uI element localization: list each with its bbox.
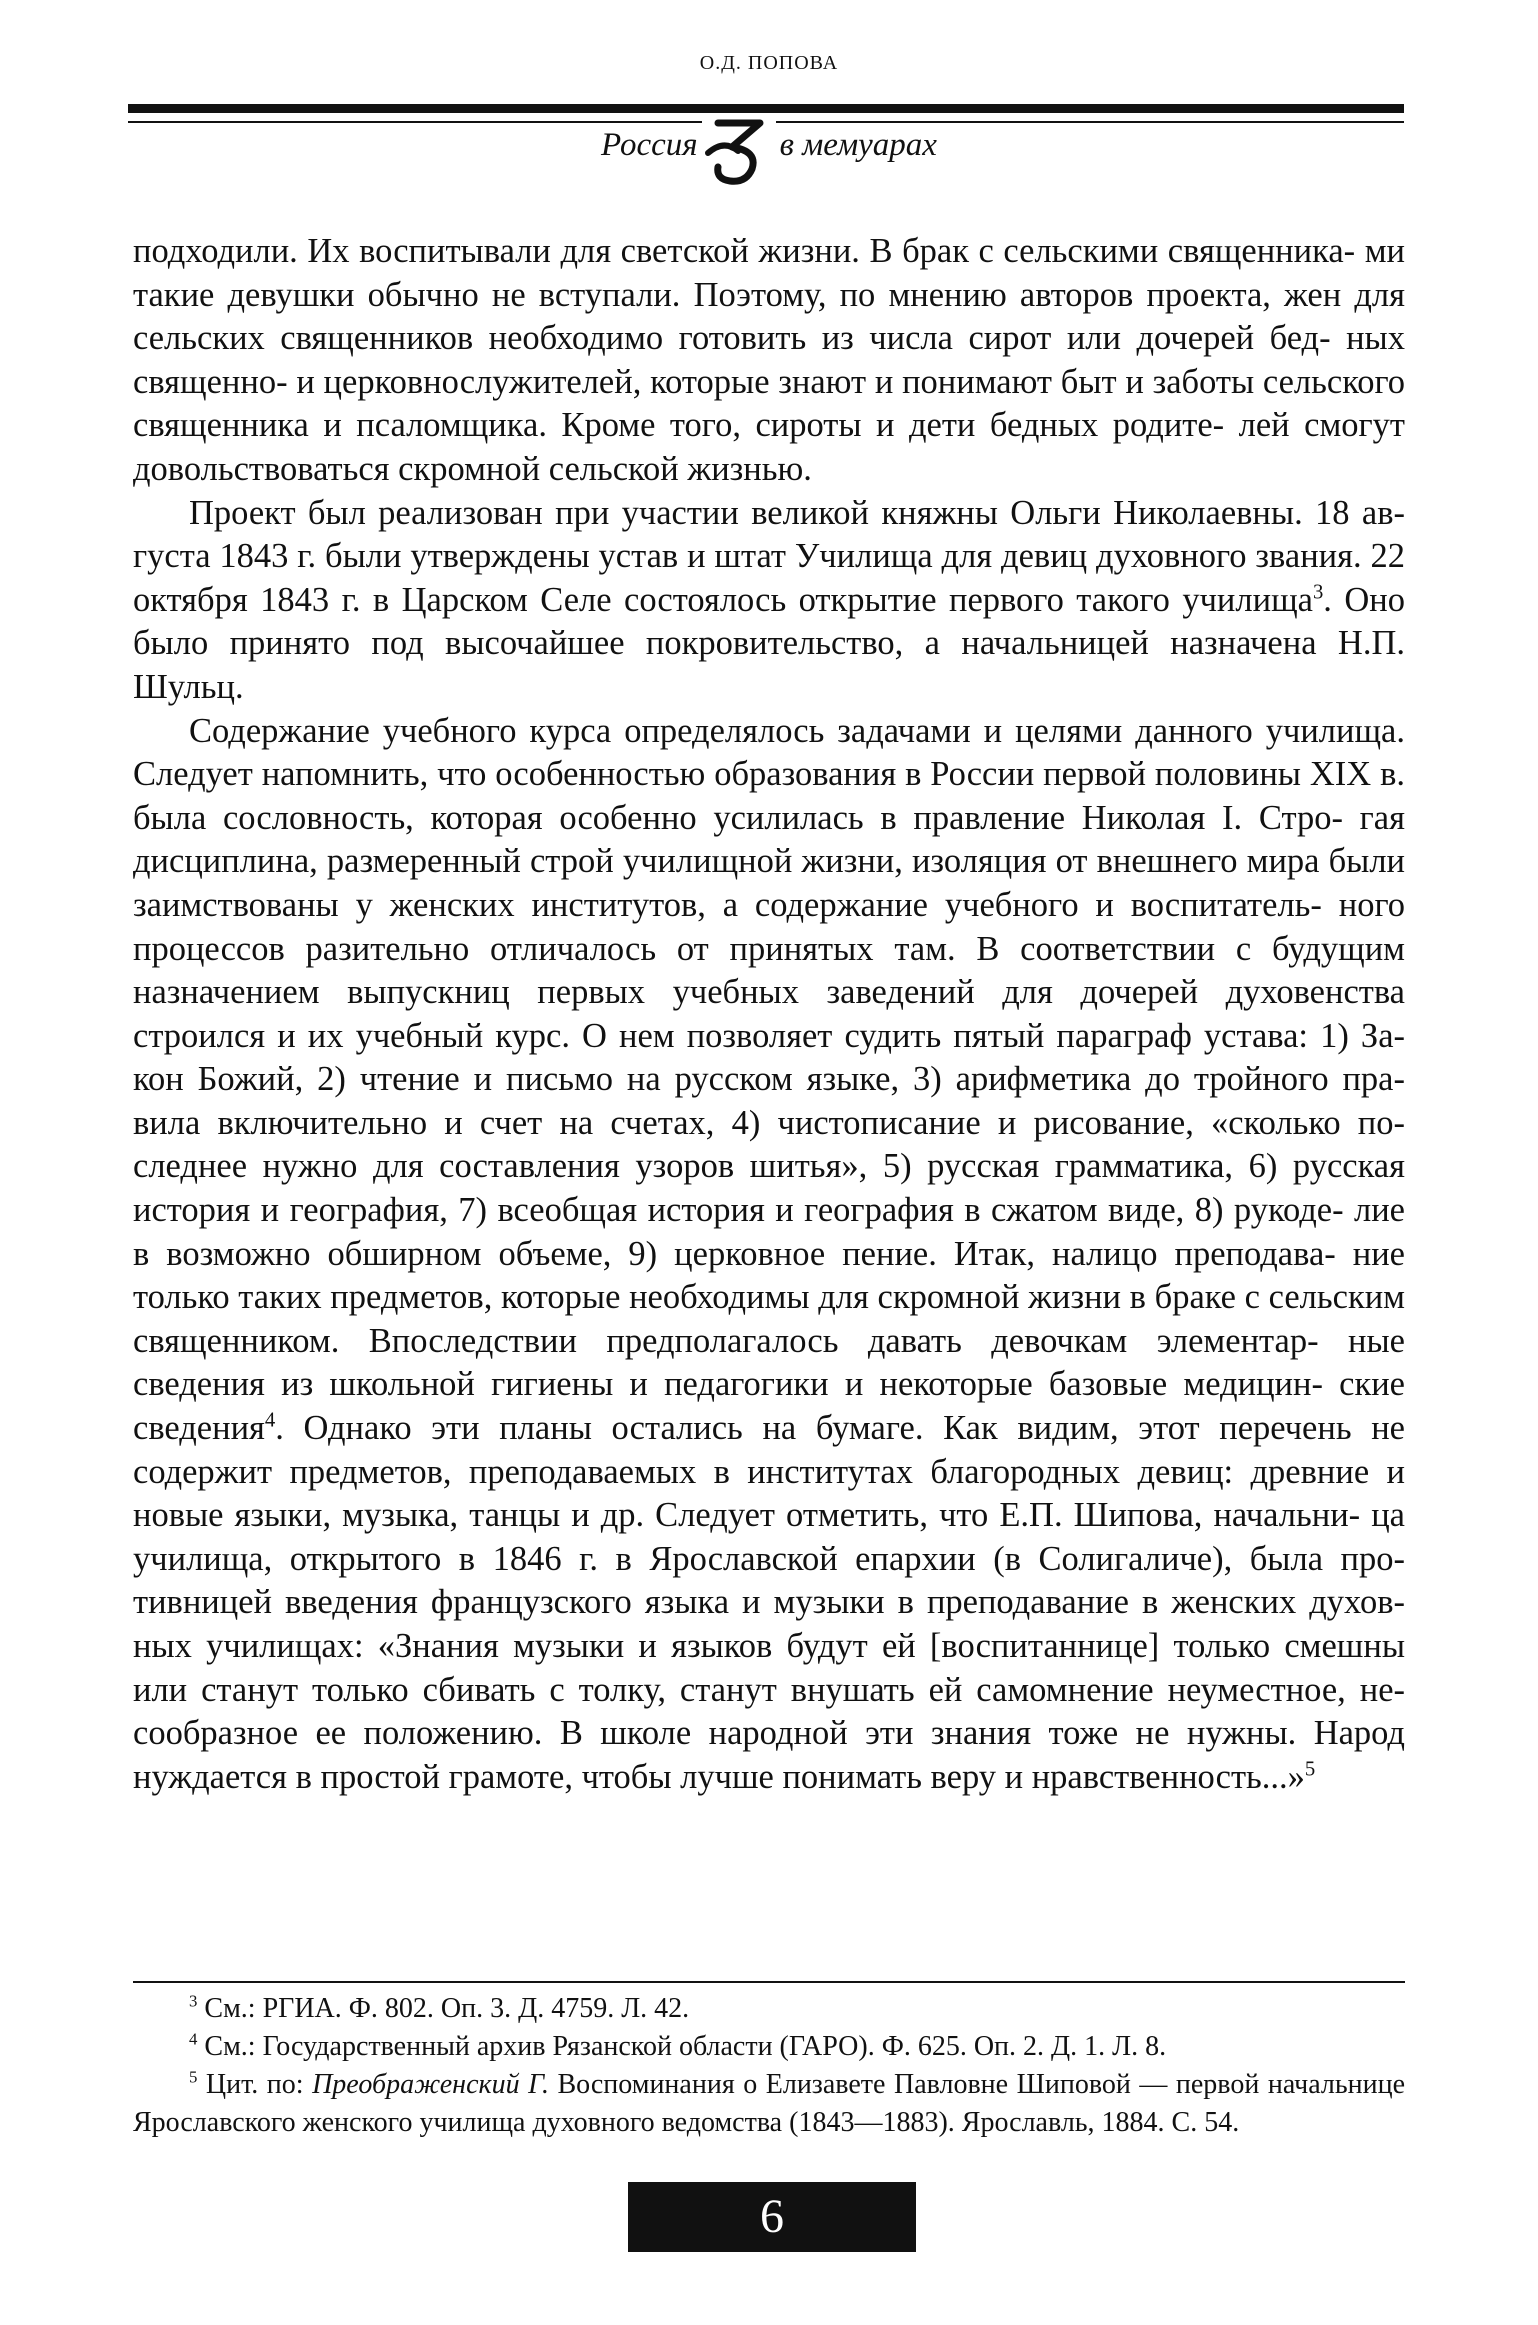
paragraph-2 bbox=[133, 492, 1405, 710]
series-title-left: Россия bbox=[597, 123, 702, 167]
series-title bbox=[0, 123, 1538, 193]
footnotes bbox=[133, 1990, 1405, 2142]
paragraph-2-text: Проект был реализован при участии великой княжны Ольги Николаевны. 18 ав- густа 1843 г. были утверждены устав и штат Училища для девиц духовного звания. 22 октября 1843 г. в Царском Селе состоялось открытие первого такого училища bbox=[133, 493, 1405, 619]
footnote-3-mark: 3 bbox=[189, 1991, 198, 2011]
footnote-ref-5: 5 bbox=[1304, 1758, 1316, 1781]
footnote-ref-4: 4 bbox=[264, 1409, 276, 1432]
footnote-ref-3: 3 bbox=[1312, 581, 1324, 604]
paragraph-1: подходили. Их воспитывали для светской жизни. В брак с сельскими священника- ми такие девушки обычно не вступали. Поэтому, по мнению авторов проекта, жен для сельских священников необходимо готовить из числа сирот или дочерей бед- ных священно- и церковнослужителей, которые знают и понимают быт и заботы сельского священника и псаломщика. Кроме того, сироты и дети бедных родите- лей смогут довольствоваться скромной сельской жизнью. bbox=[133, 232, 1405, 488]
footnote-5-mark: 5 bbox=[189, 2067, 198, 2087]
running-head-author: О.Д. ПОПОВА bbox=[699, 52, 839, 74]
footnote-5-text: Воспоминания о Елизавете Павловне Шиповой — первой начальнице Ярославского женского училища духовного ведомства (1843—1883). Ярославль, 1884. С. 54. bbox=[133, 2069, 1406, 2138]
footnote-4-text: См.: Государственный архив Рязанской области (ГАРО). Ф. 625. Оп. 2. Д. 1. Л. 8. bbox=[204, 2031, 1167, 2062]
series-logo-icon bbox=[702, 117, 776, 187]
header-rule-thick bbox=[128, 104, 1404, 113]
paragraph-3-text: Содержание учебного курса определялось задачами и целями данного училища. Следует напомнить, что особенностью образования в России первой половины XIX в. была сословность, которая особенно усилилась в правление Николая I. Стро- гая дисциплина, размеренный строй училищной жизни, изоляция от внешнего мира были заимствованы у женских институтов, а содержание учебного и воспитатель- ного процессов разительно отличалось от принятых там. В соответствии с будущим назначением выпускниц первых учебных заведений для дочерей духовенства строился и их учебный курс. О нем позволяет судить пятый параграф устава: 1) За- кон Божий, 2) чтение и письмо на русском языке, 3) арифметика до тройного пра- вила включительно и счет на счетах, 4) чистописание и рисование, «сколько по- следнее нужно для составления узоров шитья», 5) русская грамматика, 6) русская история и география, 7) всеобщая история и география в сжатом виде, 8) рукоде- лие в возможно обширном объеме, 9) церковное пение. Итак, налицо преподава- ние только таких предметов, которые необходимы для скромной жизни в браке с сельским священником. Впоследствии предполагалось давать девочкам элементар- ные сведения из школьной гигиены и педагогики и некоторые базовые медицин- ские сведения bbox=[133, 711, 1405, 1448]
main-text bbox=[133, 230, 1405, 1799]
paragraph-2-tail: . Оно было принято под высочайшее покровительство, а начальницей назначена Н.П. Шульц. bbox=[133, 580, 1405, 706]
footnote-5-author: Преображенский Г. bbox=[312, 2069, 549, 2100]
footnote-3 bbox=[133, 1990, 1405, 2028]
series-title-right: в мемуарах bbox=[776, 123, 941, 167]
footnote-4-mark: 4 bbox=[189, 2029, 198, 2049]
paragraph-3 bbox=[133, 710, 1405, 1800]
footnote-rule bbox=[133, 1981, 1405, 1983]
footnote-5 bbox=[133, 2066, 1405, 2142]
paragraph-3-tail: . Однако эти планы остались на бумаге. Как видим, этот перечень не содержит предметов, преподаваемых в институтах благородных девиц: древние и новые языки, музыка, танцы и др. Следует отметить, что Е.П. Шипова, начальни- ца училища, открытого в 1846 г. в Ярославской епархии (в Солигаличе), была про- тивницей введения французского языка и музыки в преподавание в женских духов- ных училищах: «Знания музыки и языков будут ей [воспитаннице] только смешны или станут только сбивать с толку, станут внушать ей самомнение неуместное, не- сообразное ее положению. В школе народной эти знания тоже не нужны. Народ нуждается в простой грамоте, чтобы лучше понимать веру и нравственность...» bbox=[133, 1409, 1405, 1796]
footnote-3-text: См.: РГИА. Ф. 802. Оп. 3. Д. 4759. Л. 42. bbox=[204, 1993, 690, 2024]
page-number: 6 bbox=[628, 2182, 916, 2252]
footnote-5-pre: Цит. по: bbox=[205, 2069, 313, 2100]
footnote-4 bbox=[133, 2028, 1405, 2066]
